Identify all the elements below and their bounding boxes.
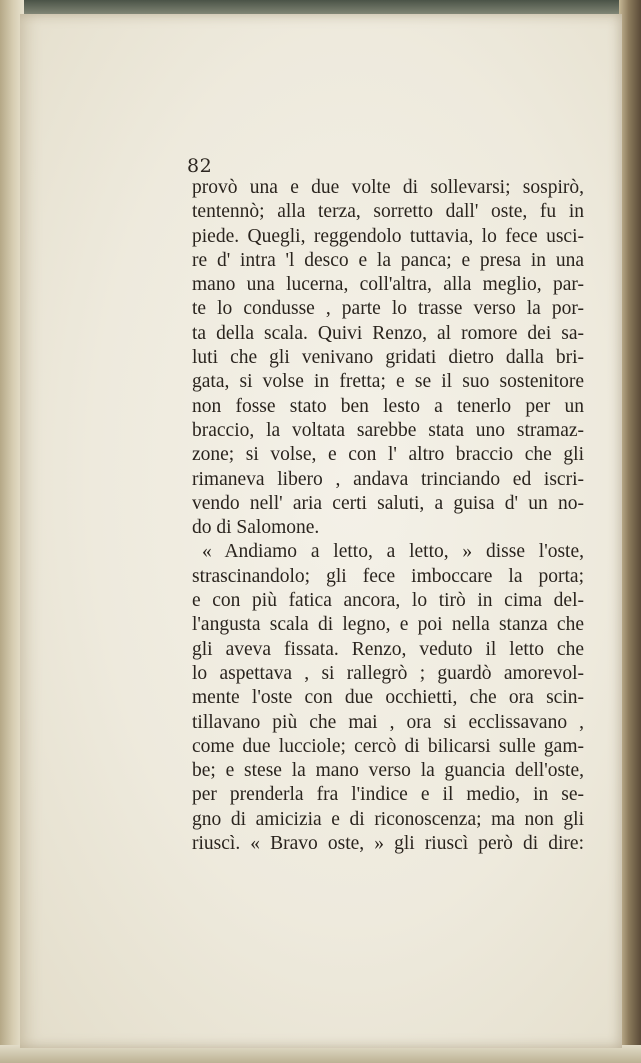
- text-line: rimaneva libero , andava trinciando ed iscri-: [192, 468, 584, 490]
- text-line: e con più fatica ancora, lo tirò in cima del-: [192, 590, 584, 612]
- text-line: provò una e due volte di sollevarsi; sospirò,: [192, 177, 584, 198]
- text-line: per prenderla fra l'indice e il medio, in se-: [192, 784, 584, 806]
- text-line: braccio, la voltata sarebbe stata uno stramaz-: [192, 419, 584, 441]
- text-line: te lo condusse , parte lo trasse verso la por-: [192, 298, 584, 320]
- text-line: lo aspettava , si rallegrò ; guardò amorevol-: [192, 662, 584, 684]
- text-line: zone; si volse, e con l' altro braccio che gli: [192, 444, 584, 466]
- text-line: gata, si volse in fretta; e se il suo sostenitore: [192, 371, 584, 393]
- text-line: re d' intra 'l desco e la panca; e presa in una: [192, 249, 584, 271]
- text-line: l'angusta scala di legno, e poi nella stanza che: [192, 614, 584, 636]
- text-line: gli aveva fissata. Renzo, veduto il letto che: [192, 638, 584, 660]
- page-number: 82: [187, 155, 213, 177]
- text-line: do di Salomone.: [192, 517, 320, 539]
- text-line: be; e stese la mano verso la guancia dell'oste,: [192, 760, 584, 782]
- text-line: tentennò; alla terza, sorretto dall' oste, fu in: [192, 201, 584, 223]
- text-line: ta della scala. Quivi Renzo, al romore dei sa-: [192, 322, 584, 344]
- text-line: tillavano più che mai , ora si ecclissavano ,: [192, 711, 584, 733]
- text-line: come due lucciole; cercò di bilicarsi sulle gam-: [192, 735, 584, 757]
- body-text: [192, 176, 584, 856]
- book-page-edge-right: [619, 0, 641, 1063]
- text-line: gno di amicizia e di riconoscenza; ma non gli: [192, 808, 584, 830]
- text-line: mente l'oste con due occhietti, che ora scin-: [192, 687, 584, 709]
- text-line: vendo nell' aria certi saluti, a guisa d' un no-: [192, 492, 584, 514]
- text-line: riuscì. « Bravo oste, » gli riuscì però di dire:: [192, 833, 584, 855]
- text-line: mano una lucerna, coll'altra, alla meglio, par-: [192, 274, 584, 296]
- text-line: « Andiamo a letto, a letto, » disse l'oste,: [202, 541, 584, 563]
- text-line: luti che gli venivano gridati dietro dalla bri-: [192, 347, 584, 369]
- text-line: piede. Quegli, reggendolo tuttavia, lo fece usci-: [192, 225, 584, 247]
- text-line: strascinandolo; gli fece imboccare la porta;: [192, 565, 584, 587]
- text-line: non fosse stato ben lesto a tenerlo per un: [192, 395, 584, 417]
